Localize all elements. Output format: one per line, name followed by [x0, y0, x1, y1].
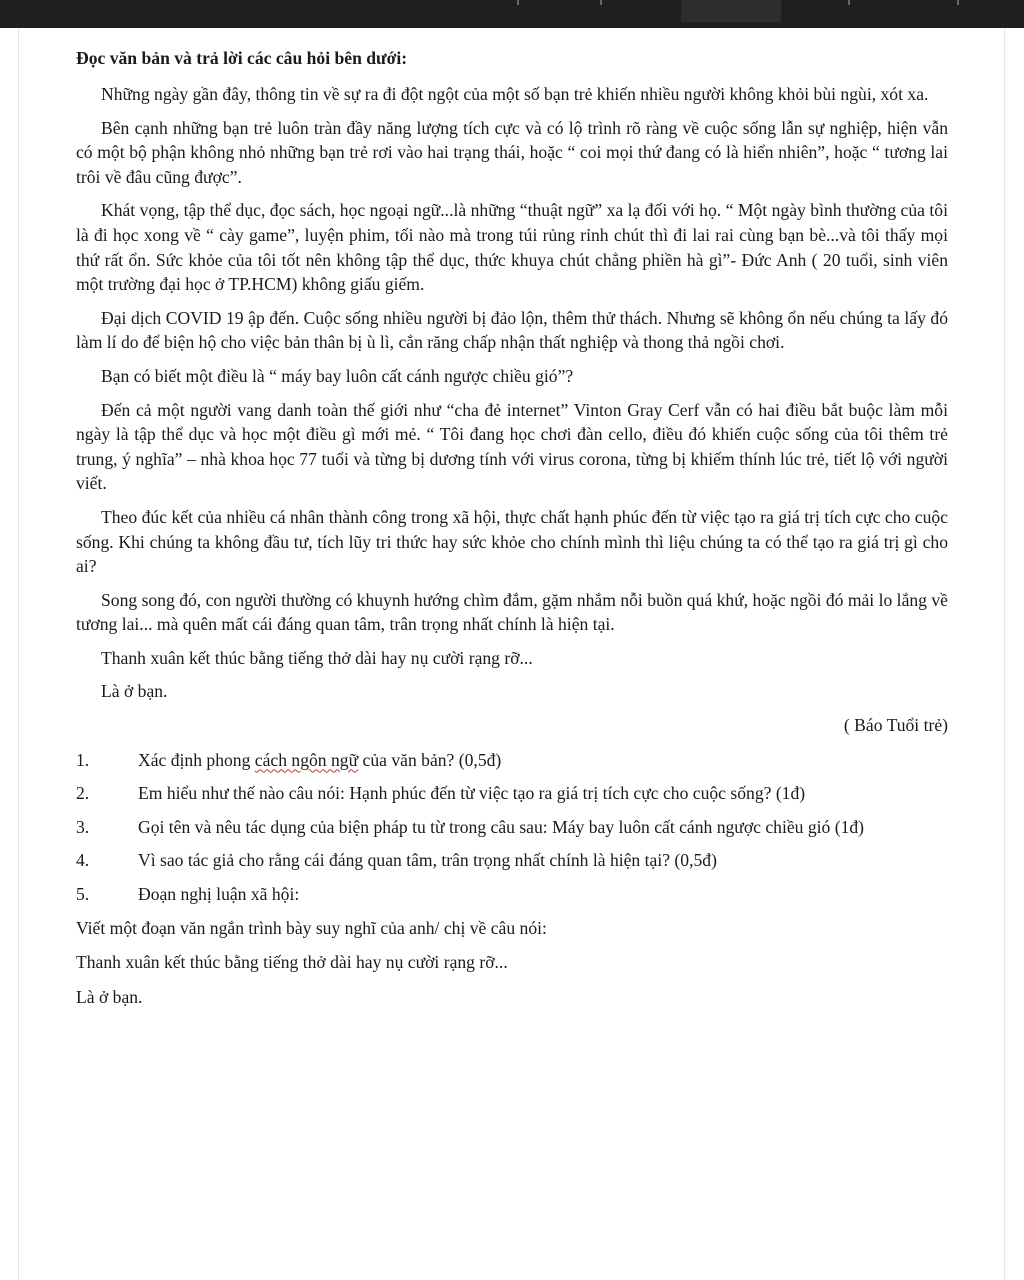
paragraph: Là ở bạn.	[101, 681, 168, 702]
question-text: Đoạn nghị luận xã hội:	[138, 884, 300, 905]
paragraph: Đại dịch COVID 19 ập đến. Cuộc sống nhiều người bị đảo lộn, thêm thử thách. Nhưng sẽ không ổn nếu chúng ta lấy đó làm lí do để biện hộ cho việc bản thân bị ù lì, cắn răng chấp nhận thất nghiệp và thong thả ngồi chơi.	[76, 307, 948, 353]
paragraph: Khát vọng, tập thể dục, đọc sách, học ngoại ngữ...là những “thuật ngữ” xa lạ đối với họ. “ Một ngày bình thường của tôi là đi học xong về “ cày game”, luyện phim, tối nào mà trong túi rủng rỉnh chút thì đi lai rai cùng bạn bè...và tôi thấy mọi thứ rất ổn. Sức khỏe của tôi tốt nên không tập thể dục, thức khuya chút chẳng phiền hà gì”- Đức Anh ( 20 tuổi, sinh viên một trường đại học ở TP.HCM) không giấu giếm.	[76, 200, 948, 295]
viewer-top-bar	[0, 0, 1024, 28]
question-1	[76, 748, 948, 773]
question-3	[76, 815, 948, 840]
question-number: 2.	[76, 783, 90, 804]
paragraph: Bên cạnh những bạn trẻ luôn tràn đầy năng lượng tích cực và có lộ trình rõ ràng về cuộc sống lẫn sự nghiệp, hiện vẫn có một bộ phận không nhỏ những bạn trẻ rơi vào hai trạng thái, hoặc “ coi mọi thứ đang có là hiển nhiên”, hoặc “ tương lai trôi về đâu cũng được”.	[76, 117, 948, 187]
question-4	[76, 848, 948, 873]
question-2	[76, 781, 948, 806]
paragraph: Bạn có biết một điều là “ máy bay luôn cất cánh ngược chiều gió”?	[101, 365, 574, 386]
page-edge	[18, 28, 19, 1280]
page-edge	[1004, 28, 1005, 1280]
quoted-sentence: Thanh xuân kết thúc bằng tiếng thở dài hay nụ cười rạng rỡ...	[76, 952, 508, 973]
question-number: 5.	[76, 884, 90, 905]
instruction-heading: Đọc văn bản và trả lời các câu hỏi bên dưới:	[76, 48, 408, 68]
question-number: 4.	[76, 850, 90, 871]
toolbar-mark	[848, 0, 850, 5]
question-5	[76, 882, 948, 907]
question-text: Em hiểu như thế nào câu nói: Hạnh phúc đến từ việc tạo ra giá trị tích cực cho cuộc sống? (1đ)	[138, 783, 806, 804]
paragraph: Theo đúc kết của nhiều cá nhân thành công trong xã hội, thực chất hạnh phúc đến từ việc tạo ra giá trị tích cực cho cuộc sống. Khi chúng ta không đầu tư, tích lũy tri thức hay sức khỏe cho chính mình thì liệu chúng ta có thể tạo ra giá trị gì cho ai?	[76, 506, 948, 577]
writing-prompt: Viết một đoạn văn ngắn trình bày suy nghĩ của anh/ chị về câu nói:	[76, 917, 547, 938]
toolbar-tab[interactable]	[681, 0, 781, 22]
source-citation: ( Báo Tuổi trẻ)	[843, 715, 948, 736]
toolbar-mark	[957, 0, 959, 5]
question-text: của văn bản? (0,5đ)	[358, 749, 502, 770]
question-number: 1.	[76, 749, 90, 770]
question-text: Vì sao tác giả cho rằng cái đáng quan tâm, trân trọng nhất chính là hiện tại? (0,5đ)	[138, 850, 717, 871]
paragraph: Thanh xuân kết thúc bằng tiếng thở dài hay nụ cười rạng rỡ...	[101, 647, 533, 668]
toolbar-mark	[600, 0, 602, 5]
document-page	[76, 46, 948, 1019]
paragraph: Đến cả một người vang danh toàn thế giới như “cha đẻ internet” Vinton Gray Cerf vẫn có hai điều bắt buộc làm mỗi ngày là tập thể dục và học một điều gì mới mẻ. “ Tôi đang học chơi đàn cello, điều đó khiến cuộc sống của tôi thêm trẻ trung, ý nghĩa” – nhà khoa học 77 tuổi và từng bị dương tính với virus corona, từng bị khiếm thính lúc trẻ, tiết lộ với người viết.	[76, 399, 948, 494]
question-number: 3.	[76, 816, 90, 837]
question-text: Xác định phong	[138, 749, 255, 770]
paragraph: Song song đó, con người thường có khuynh hướng chìm đắm, gặm nhắm nỗi buồn quá khứ, hoặc ngồi đó mải lo lắng về tương lai... mà quên mất cái đáng quan tâm, trân trọng nhất chính là hiện tại.	[76, 589, 948, 635]
spellcheck-flagged-text[interactable]: cách ngôn ngữ	[254, 749, 359, 770]
question-text: Gọi tên và nêu tác dụng của biện pháp tu từ trong câu sau: Máy bay luôn cất cánh ngược chiều gió (1đ)	[138, 816, 865, 837]
paragraph: Những ngày gần đây, thông tin về sự ra đi đột ngột của một số bạn trẻ khiến nhiều người không khỏi bùi ngùi, xót xa.	[101, 84, 929, 104]
toolbar-mark	[517, 0, 519, 5]
quoted-sentence: Là ở bạn.	[76, 986, 143, 1007]
